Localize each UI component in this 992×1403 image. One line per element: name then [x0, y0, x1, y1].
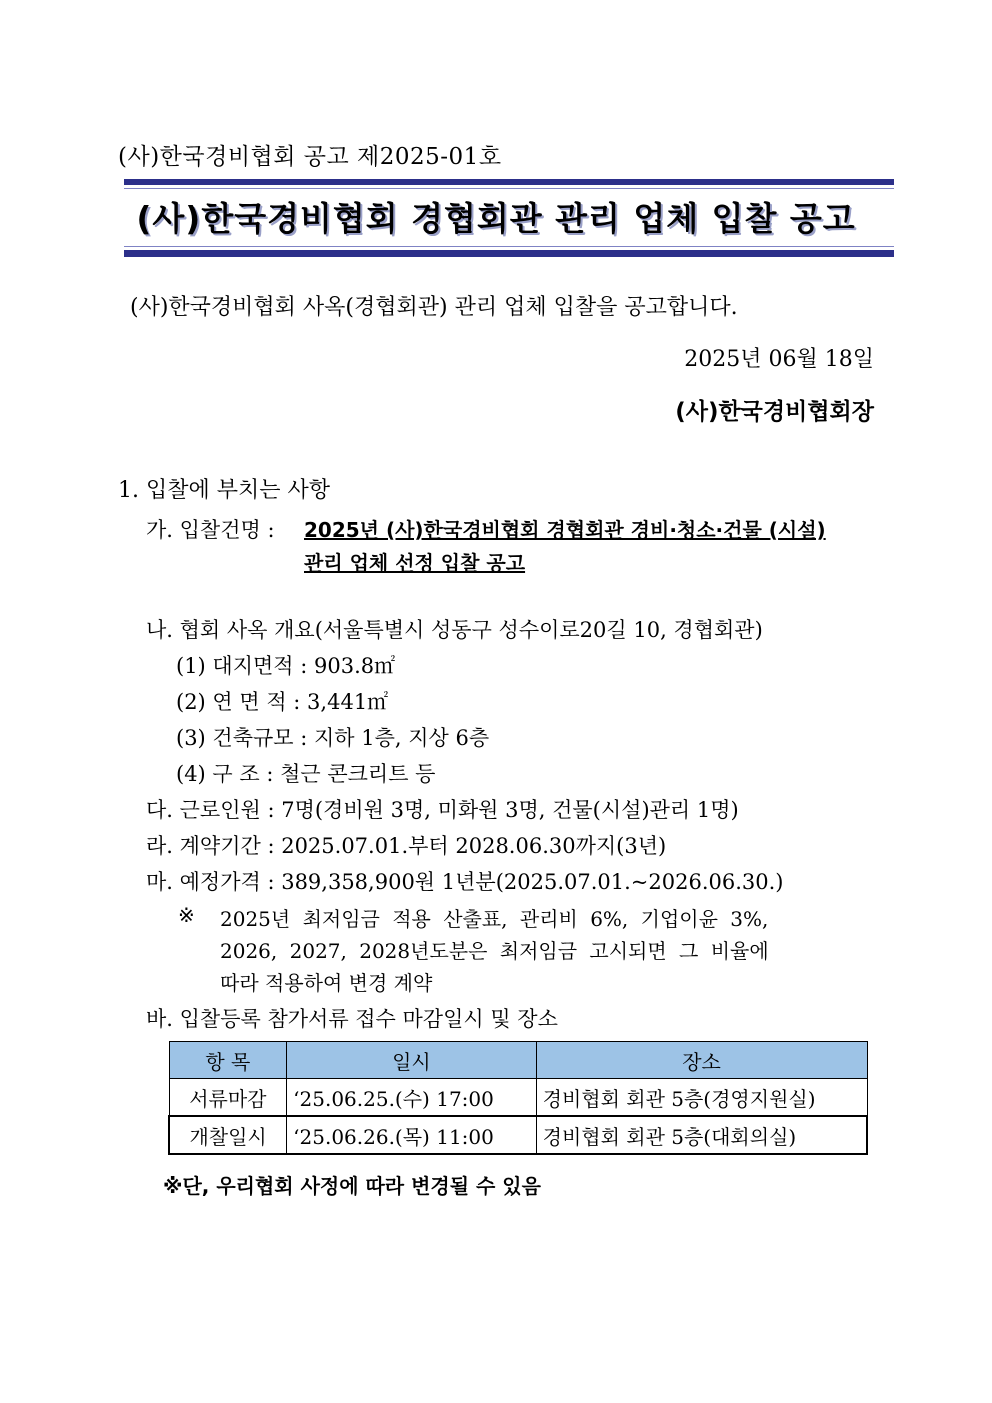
signature: (사)한국경비협회장: [675, 399, 874, 425]
section-heading: 1. 입찰에 부치는 사항: [118, 478, 330, 503]
table-row: [169, 1116, 867, 1154]
table-row: [169, 1079, 867, 1117]
structure: (4) 구 조 : 철근 콘크리트 등: [176, 762, 436, 786]
footnote: ※단, 우리협회 사정에 따라 변경될 수 있음: [163, 1174, 541, 1198]
header-item: 항 목: [169, 1042, 287, 1079]
item-ma-price: 마. 예정가격 : 389,358,900원 1년분(2025.07.01.~2026.06.30.): [146, 870, 784, 894]
row-datetime: ‘25.06.25.(수) 17:00: [287, 1079, 536, 1117]
building-scale: (3) 건축규모 : 지하 1층, 지상 6층: [176, 726, 490, 750]
header-datetime: 일시: [287, 1042, 536, 1079]
intro-text: (사)한국경비협회 사옥(경협회관) 관리 업체 입찰을 공고합니다.: [130, 295, 738, 320]
schedule-table: [168, 1041, 868, 1155]
row-place: 경비협회 회관 5층(경영지원실): [536, 1079, 867, 1117]
item-na-label: 나. 협회 사옥 개요(서울특별시 성동구 성수이로20길 10, 경협회관): [146, 618, 763, 642]
title-bar-bottom-thin: [124, 246, 894, 247]
note-line3: 따라 적용하여 변경 계약: [220, 971, 433, 995]
title-bar-bottom: [124, 250, 894, 257]
item-ga-title-line1: 2025년 (사)한국경비협회 경협회관 경비·청소·건물 (시설): [304, 518, 826, 542]
document-number: (사)한국경비협회 공고 제2025-01호: [118, 144, 502, 170]
page-title: (사)한국경비협회 경협회관 관리 업체 입찰 공고: [136, 199, 856, 238]
row-datetime: ‘25.06.26.(목) 11:00: [287, 1116, 536, 1154]
floor-area: (2) 연 면 적 : 3,441㎡: [176, 690, 389, 714]
header-place: 장소: [536, 1042, 867, 1079]
item-ba-label: 바. 입찰등록 참가서류 접수 마감일시 및 장소: [146, 1007, 558, 1031]
row-item: 서류마감: [169, 1079, 287, 1117]
site-area: (1) 대지면적 : 903.8㎡: [176, 654, 396, 678]
item-ra-period: 라. 계약기간 : 2025.07.01.부터 2028.06.30까지(3년): [146, 834, 667, 858]
title-bar-top-thin: [124, 188, 894, 189]
note-line1: 2025년 최저임금 적용 산출표, 관리비 6%, 기업이윤 3%,: [220, 907, 769, 931]
note-mark: ※: [178, 903, 195, 927]
row-item: 개찰일시: [169, 1116, 287, 1154]
note-line2: 2026, 2027, 2028년도분은 최저임금 고시되면 그 비율에: [220, 939, 769, 963]
row-place: 경비협회 회관 5층(대회의실): [536, 1116, 867, 1154]
table-header-row: [169, 1042, 867, 1079]
item-da-workers: 다. 근로인원 : 7명(경비원 3명, 미화원 3명, 건물(시설)관리 1명): [146, 798, 739, 822]
notice-date: 2025년 06월 18일: [684, 347, 874, 372]
item-ga-title-line2: 관리 업체 선정 입찰 공고: [304, 551, 526, 575]
title-bar-top: [124, 179, 894, 185]
item-ga-label: 가. 입찰건명 :: [146, 518, 275, 542]
